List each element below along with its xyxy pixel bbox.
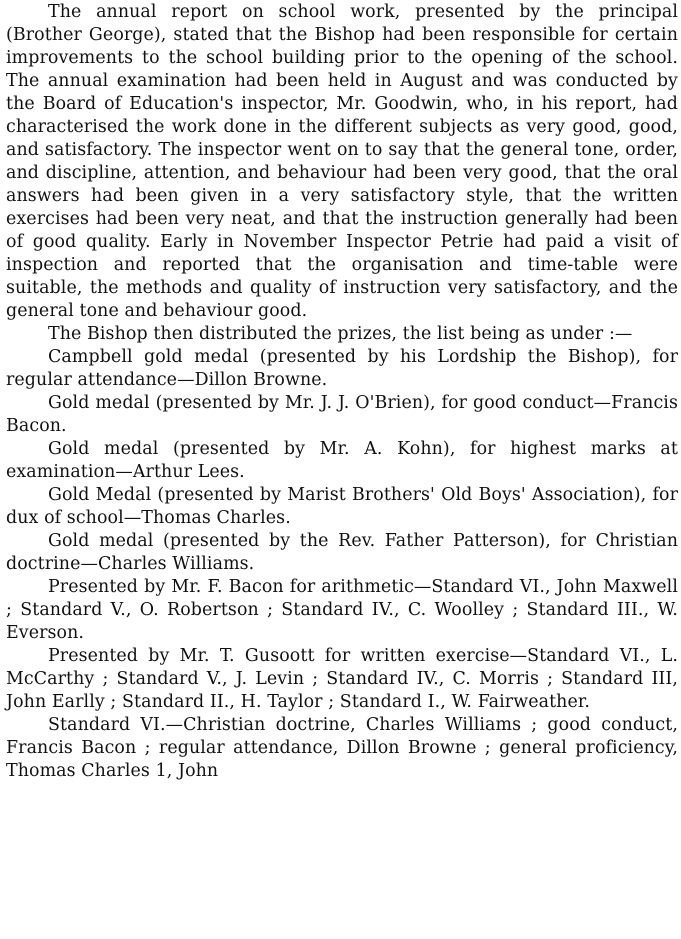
- prize-arithmetic: Presented by Mr. F. Bacon for arithmetic—Standard VI., John Maxwell ; Standard V., O. Robertson ; Standard IV., C. Woolley ; Standard III., W. Everson.: [6, 577, 678, 643]
- prizes-intro-paragraph: The Bishop then distributed the prizes, the list being as under :—: [48, 324, 633, 344]
- article-column: [6, 1, 678, 783]
- prize-standard-six: Standard VI.—Christian doctrine, Charles Williams ; good conduct, Francis Bacon ; regular attendance, Dillon Browne ; general proficiency, Thomas Charles 1, John: [6, 715, 678, 781]
- prize-patterson-medal: Gold medal (presented by the Rev. Father Patterson), for Christian doctrine—Charles Williams.: [6, 531, 678, 574]
- prize-old-boys-medal: Gold Medal (presented by Marist Brothers' Old Boys' Association), for dux of school—Thomas Charles.: [6, 485, 678, 528]
- prize-written-exercise: Presented by Mr. T. Gusoott for written exercise—Standard VI., L. McCarthy ; Standard V., J. Levin ; Standard IV., C. Morris ; Standard III, John Earlly ; Standard II., H. Taylor ; Standard I., W. Fairweather.: [6, 646, 678, 712]
- report-paragraph: The annual report on school work, presented by the principal (Brother George), stated that the Bishop had been responsible for certain improvements to the school building prior to the opening of the school. The annual examination had been held in August and was conducted by the Board of Education's inspector, Mr. Goodwin, who, in his report, had characterised the work done in the different subjects as very good, good, and satisfactory. The inspector went on to say that the general tone, order, and discipline, attention, and behaviour had been very good, that the oral answers had been given in a very satisfactory style, that the written exercises had been very neat, and that the instruction generally had been of good quality. Early in November Inspector Petrie had paid a visit of inspection and reported that the organisation and time-table were suitable, the methods and quality of instruction very satisfactory, and the general tone and behaviour good.: [6, 2, 678, 321]
- prize-campbell-medal: Campbell gold medal (presented by his Lordship the Bishop), for regular attendance—Dillon Browne.: [6, 347, 678, 390]
- prize-kohn-medal: Gold medal (presented by Mr. A. Kohn), for highest marks at examination—Arthur Lees.: [6, 439, 678, 482]
- prize-obrien-medal: Gold medal (presented by Mr. J. J. O'Brien), for good conduct—Francis Bacon.: [6, 393, 678, 436]
